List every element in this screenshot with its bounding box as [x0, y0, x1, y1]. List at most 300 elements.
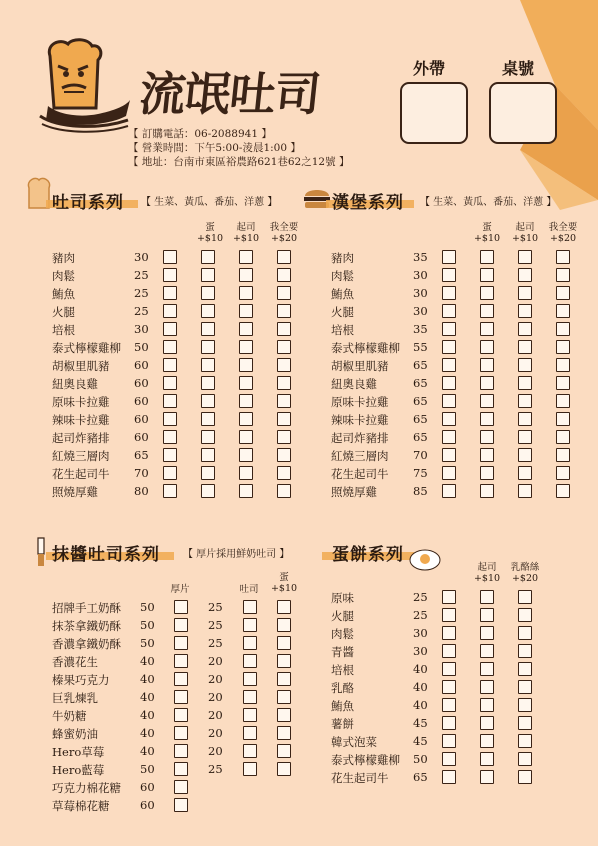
toast-checkbox[interactable] [243, 654, 257, 668]
egg-checkbox[interactable] [201, 358, 215, 372]
base-checkbox[interactable] [163, 430, 177, 444]
toast-menu-row [52, 446, 312, 464]
base-checkbox[interactable] [442, 626, 456, 640]
egg-checkbox[interactable] [277, 672, 291, 686]
table-number-box[interactable] [489, 82, 557, 144]
burger-item-price: 70 [413, 448, 428, 462]
spread-thick-price: 60 [140, 780, 155, 794]
toast-item-name: 起司炸豬排 [52, 431, 110, 445]
cheese-checkbox[interactable] [518, 466, 532, 480]
all-checkbox[interactable] [556, 268, 570, 282]
toast-item-name: 培根 [52, 323, 75, 337]
egg-checkbox[interactable] [277, 690, 291, 704]
cheese-checkbox[interactable] [239, 286, 253, 300]
all-checkbox[interactable] [277, 268, 291, 282]
egg-checkbox[interactable] [480, 286, 494, 300]
all-checkbox[interactable] [556, 286, 570, 300]
egg-checkbox[interactable] [201, 484, 215, 498]
burger-menu-row [331, 482, 591, 500]
toast-item-name: 泰式檸檬雞柳 [52, 341, 121, 355]
burger-item-price: 65 [413, 430, 428, 444]
spread-menu-row [52, 778, 312, 796]
spread-item-name: 蜂蜜奶油 [52, 727, 98, 741]
cheese-checkbox[interactable] [518, 376, 532, 390]
cheddar-checkbox[interactable] [518, 608, 532, 622]
cheddar-checkbox[interactable] [518, 680, 532, 694]
toast-menu-row [52, 428, 312, 446]
egg-col-cheddar-header: 乳酪絲 +$20 [510, 562, 540, 584]
egg-menu-row [331, 660, 591, 678]
cheese-checkbox[interactable] [518, 358, 532, 372]
egg-checkbox[interactable] [277, 762, 291, 776]
toast-checkbox[interactable] [243, 600, 257, 614]
business-hours: 【 營業時間：下午5:00-淩晨1:00 】 [128, 142, 301, 154]
egg-checkbox[interactable] [480, 340, 494, 354]
cheese-checkbox[interactable] [239, 430, 253, 444]
all-checkbox[interactable] [556, 448, 570, 462]
cheddar-checkbox[interactable] [518, 644, 532, 658]
fried-egg-icon [408, 546, 442, 572]
toast-checkbox[interactable] [243, 618, 257, 632]
toast-item-price: 65 [134, 448, 149, 462]
base-checkbox[interactable] [163, 466, 177, 480]
egg-section-title: 蛋餅系列 [332, 545, 404, 565]
toast-checkbox[interactable] [243, 636, 257, 650]
burger-col-cheese-header: 起司 +$10 [511, 222, 539, 244]
egg-checkbox[interactable] [201, 376, 215, 390]
toast-checkbox[interactable] [243, 708, 257, 722]
burger-item-name: 豬肉 [331, 251, 354, 265]
base-checkbox[interactable] [442, 268, 456, 282]
burger-item-name: 胡椒里肌豬 [331, 359, 389, 373]
spread-item-name: Hero藍莓 [52, 763, 105, 777]
all-checkbox[interactable] [556, 304, 570, 318]
egg-checkbox[interactable] [201, 394, 215, 408]
toast-col-cheese-header: 起司 +$10 [232, 222, 260, 244]
toast-item-name: 豬肉 [52, 251, 75, 265]
burger-menu-row [331, 338, 591, 356]
spread-thick-price: 40 [140, 726, 155, 740]
egg-checkbox[interactable] [480, 412, 494, 426]
egg-checkbox[interactable] [201, 250, 215, 264]
spread-toast-price: 20 [208, 744, 223, 758]
base-checkbox[interactable] [442, 304, 456, 318]
all-checkbox[interactable] [556, 340, 570, 354]
toast-item-price: 60 [134, 358, 149, 372]
burger-section-title: 漢堡系列 [332, 193, 404, 213]
egg-checkbox[interactable] [201, 340, 215, 354]
thick-checkbox[interactable] [174, 780, 188, 794]
all-checkbox[interactable] [556, 484, 570, 498]
egg-checkbox[interactable] [480, 448, 494, 462]
burger-item-name: 紐奧良雞 [331, 377, 377, 391]
egg-item-name: 薯餅 [331, 717, 354, 731]
burger-menu-row [331, 464, 591, 482]
spread-toast-price: 25 [208, 618, 223, 632]
cheese-checkbox[interactable] [518, 394, 532, 408]
burger-item-name: 肉鬆 [331, 269, 354, 283]
thick-checkbox[interactable] [174, 600, 188, 614]
base-checkbox[interactable] [442, 430, 456, 444]
burger-item-name: 火腿 [331, 305, 354, 319]
base-checkbox[interactable] [442, 770, 456, 784]
toast-item-price: 25 [134, 268, 149, 282]
base-checkbox[interactable] [442, 734, 456, 748]
all-checkbox[interactable] [277, 304, 291, 318]
table-label: 桌號 [502, 59, 535, 78]
cheese-checkbox[interactable] [480, 626, 494, 640]
burger-item-price: 75 [413, 466, 428, 480]
cheese-checkbox[interactable] [239, 466, 253, 480]
base-checkbox[interactable] [442, 412, 456, 426]
egg-checkbox[interactable] [480, 394, 494, 408]
egg-menu-row [331, 606, 591, 624]
burger-item-name: 起司炸豬排 [331, 431, 389, 445]
thick-checkbox[interactable] [174, 654, 188, 668]
burger-item-name: 辣味卡拉雞 [331, 413, 389, 427]
base-checkbox[interactable] [163, 340, 177, 354]
spread-menu-row [52, 598, 312, 616]
egg-checkbox[interactable] [277, 708, 291, 722]
toast-checkbox[interactable] [243, 744, 257, 758]
cheese-checkbox[interactable] [239, 412, 253, 426]
thick-checkbox[interactable] [174, 708, 188, 722]
base-checkbox[interactable] [442, 394, 456, 408]
egg-checkbox[interactable] [277, 618, 291, 632]
all-checkbox[interactable] [556, 394, 570, 408]
thick-checkbox[interactable] [174, 798, 188, 812]
spread-toast-price: 20 [208, 726, 223, 740]
base-checkbox[interactable] [163, 412, 177, 426]
cheddar-checkbox[interactable] [518, 716, 532, 730]
egg-menu-row [331, 624, 591, 642]
toast-section-note: 【 生菜、黃瓜、番茄、洋蔥 】 [141, 197, 278, 208]
cheese-checkbox[interactable] [518, 412, 532, 426]
cheese-checkbox[interactable] [239, 250, 253, 264]
base-checkbox[interactable] [442, 322, 456, 336]
all-checkbox[interactable] [277, 466, 291, 480]
spread-menu-row [52, 652, 312, 670]
cheese-checkbox[interactable] [480, 716, 494, 730]
egg-item-name: 花生起司牛 [331, 771, 389, 785]
egg-menu-row [331, 714, 591, 732]
all-checkbox[interactable] [556, 376, 570, 390]
toast-menu-row [52, 356, 312, 374]
base-checkbox[interactable] [442, 484, 456, 498]
burger-menu-row [331, 446, 591, 464]
all-checkbox[interactable] [277, 358, 291, 372]
cheese-checkbox[interactable] [518, 322, 532, 336]
all-checkbox[interactable] [556, 250, 570, 264]
all-checkbox[interactable] [556, 322, 570, 336]
cheese-checkbox[interactable] [239, 394, 253, 408]
egg-item-price: 30 [413, 644, 428, 658]
spread-item-name: 榛果巧克力 [52, 673, 110, 687]
spread-toast-price: 25 [208, 600, 223, 614]
toast-checkbox[interactable] [243, 726, 257, 740]
address: 【 地址：台南市東區裕農路621巷62之12號 】 [128, 156, 350, 168]
thick-checkbox[interactable] [174, 618, 188, 632]
burger-item-price: 30 [413, 268, 428, 282]
egg-checkbox[interactable] [277, 654, 291, 668]
toast-item-price: 80 [134, 484, 149, 498]
egg-checkbox[interactable] [480, 358, 494, 372]
thick-checkbox[interactable] [174, 636, 188, 650]
base-checkbox[interactable] [442, 608, 456, 622]
thick-checkbox[interactable] [174, 762, 188, 776]
cheddar-checkbox[interactable] [518, 626, 532, 640]
egg-checkbox[interactable] [480, 466, 494, 480]
toast-menu-row [52, 302, 312, 320]
all-checkbox[interactable] [277, 250, 291, 264]
egg-checkbox[interactable] [277, 726, 291, 740]
base-checkbox[interactable] [442, 752, 456, 766]
egg-checkbox[interactable] [277, 636, 291, 650]
toast-item-price: 70 [134, 466, 149, 480]
cheese-checkbox[interactable] [518, 268, 532, 282]
cheddar-checkbox[interactable] [518, 770, 532, 784]
all-checkbox[interactable] [556, 412, 570, 426]
toast-item-name: 鮪魚 [52, 287, 75, 301]
all-checkbox[interactable] [556, 466, 570, 480]
burger-item-price: 35 [413, 322, 428, 336]
spread-thick-price: 50 [140, 762, 155, 776]
cheese-checkbox[interactable] [239, 484, 253, 498]
thick-checkbox[interactable] [174, 726, 188, 740]
egg-item-price: 30 [413, 626, 428, 640]
cheddar-checkbox[interactable] [518, 662, 532, 676]
egg-item-name: 青醬 [331, 645, 354, 659]
burger-item-price: 65 [413, 412, 428, 426]
spread-col-thick-header: 厚片 [170, 584, 190, 595]
egg-checkbox[interactable] [201, 304, 215, 318]
base-checkbox[interactable] [442, 286, 456, 300]
spread-toast-price: 25 [208, 636, 223, 650]
cheddar-checkbox[interactable] [518, 734, 532, 748]
spread-toast-price: 20 [208, 654, 223, 668]
toast-item-price: 25 [134, 286, 149, 300]
egg-checkbox[interactable] [201, 466, 215, 480]
burger-menu-row [331, 266, 591, 284]
cheddar-checkbox[interactable] [518, 752, 532, 766]
burger-item-price: 55 [413, 340, 428, 354]
egg-checkbox[interactable] [480, 376, 494, 390]
burger-item-name: 花生起司牛 [331, 467, 389, 481]
base-checkbox[interactable] [163, 376, 177, 390]
egg-checkbox[interactable] [277, 600, 291, 614]
cheese-checkbox[interactable] [239, 322, 253, 336]
toast-item-price: 25 [134, 304, 149, 318]
burger-col-all-header: 我全要 +$20 [548, 222, 578, 244]
base-checkbox[interactable] [163, 304, 177, 318]
egg-item-price: 65 [413, 770, 428, 784]
base-checkbox[interactable] [163, 484, 177, 498]
spread-menu-row [52, 706, 312, 724]
burger-menu-row [331, 374, 591, 392]
spread-item-name: 抹茶拿鐵奶酥 [52, 619, 121, 633]
brand-name: 流氓吐司 [136, 67, 323, 121]
base-checkbox[interactable] [163, 268, 177, 282]
base-checkbox[interactable] [163, 286, 177, 300]
cheese-checkbox[interactable] [480, 698, 494, 712]
base-checkbox[interactable] [442, 250, 456, 264]
toast-item-price: 30 [134, 250, 149, 264]
thick-checkbox[interactable] [174, 744, 188, 758]
egg-checkbox[interactable] [480, 304, 494, 318]
spread-toast-price: 25 [208, 762, 223, 776]
spread-thick-price: 40 [140, 672, 155, 686]
burger-item-price: 65 [413, 358, 428, 372]
cheese-checkbox[interactable] [518, 250, 532, 264]
burger-menu-row [331, 356, 591, 374]
burger-item-name: 鮪魚 [331, 287, 354, 301]
base-checkbox[interactable] [442, 376, 456, 390]
egg-checkbox[interactable] [480, 430, 494, 444]
toast-item-name: 花生起司牛 [52, 467, 110, 481]
cheese-checkbox[interactable] [239, 448, 253, 462]
all-checkbox[interactable] [556, 358, 570, 372]
spread-item-name: 招牌手工奶酥 [52, 601, 121, 615]
egg-item-name: 培根 [331, 663, 354, 677]
all-checkbox[interactable] [277, 430, 291, 444]
egg-checkbox[interactable] [480, 484, 494, 498]
base-checkbox[interactable] [442, 358, 456, 372]
order-phone: 【 訂購電話：06-2088941 】 [128, 128, 272, 140]
egg-item-name: 韓式泡菜 [331, 735, 377, 749]
cheese-checkbox[interactable] [239, 340, 253, 354]
egg-checkbox[interactable] [480, 268, 494, 282]
cheese-checkbox[interactable] [239, 376, 253, 390]
spread-thick-price: 40 [140, 708, 155, 722]
spread-menu-row [52, 760, 312, 778]
burger-item-name: 紅燒三層肉 [331, 449, 389, 463]
cheese-checkbox[interactable] [518, 286, 532, 300]
toast-menu-row [52, 482, 312, 500]
spread-item-name: 巨乳煉乳 [52, 691, 98, 705]
base-checkbox[interactable] [442, 590, 456, 604]
spread-col-toast-header: 吐司 [239, 584, 259, 595]
base-checkbox[interactable] [442, 716, 456, 730]
egg-menu-row [331, 732, 591, 750]
cheese-checkbox[interactable] [518, 340, 532, 354]
spread-menu-row [52, 616, 312, 634]
cheese-checkbox[interactable] [518, 448, 532, 462]
egg-checkbox[interactable] [277, 744, 291, 758]
toast-item-name: 照燒厚雞 [52, 485, 98, 499]
all-checkbox[interactable] [277, 448, 291, 462]
cheese-checkbox[interactable] [480, 608, 494, 622]
cheese-checkbox[interactable] [480, 662, 494, 676]
egg-item-price: 25 [413, 590, 428, 604]
base-checkbox[interactable] [163, 448, 177, 462]
all-checkbox[interactable] [556, 430, 570, 444]
toast-item-price: 60 [134, 430, 149, 444]
cheese-checkbox[interactable] [518, 304, 532, 318]
all-checkbox[interactable] [277, 322, 291, 336]
base-checkbox[interactable] [442, 448, 456, 462]
cheese-checkbox[interactable] [239, 304, 253, 318]
spread-thick-price: 50 [140, 618, 155, 632]
egg-checkbox[interactable] [201, 412, 215, 426]
spread-menu-row [52, 796, 312, 814]
all-checkbox[interactable] [277, 484, 291, 498]
cheese-checkbox[interactable] [518, 430, 532, 444]
base-checkbox[interactable] [442, 340, 456, 354]
cheese-checkbox[interactable] [518, 484, 532, 498]
burger-menu-row [331, 302, 591, 320]
toast-menu-row [52, 392, 312, 410]
cheese-checkbox[interactable] [239, 268, 253, 282]
burger-item-price: 30 [413, 304, 428, 318]
toast-item-price: 60 [134, 394, 149, 408]
all-checkbox[interactable] [277, 286, 291, 300]
egg-item-name: 泰式檸檬雞柳 [331, 753, 400, 767]
spread-thick-price: 50 [140, 636, 155, 650]
egg-checkbox[interactable] [480, 322, 494, 336]
base-checkbox[interactable] [442, 698, 456, 712]
egg-checkbox[interactable] [201, 322, 215, 336]
base-checkbox[interactable] [163, 250, 177, 264]
all-checkbox[interactable] [277, 412, 291, 426]
spread-menu-row [52, 688, 312, 706]
base-checkbox[interactable] [163, 358, 177, 372]
toast-item-name: 胡椒里肌豬 [52, 359, 110, 373]
all-checkbox[interactable] [277, 340, 291, 354]
base-checkbox[interactable] [442, 466, 456, 480]
burger-item-price: 65 [413, 394, 428, 408]
spread-menu-row [52, 724, 312, 742]
egg-checkbox[interactable] [201, 286, 215, 300]
burger-menu-row [331, 392, 591, 410]
toast-checkbox[interactable] [243, 762, 257, 776]
spread-toast-price: 20 [208, 708, 223, 722]
toast-menu-row [52, 464, 312, 482]
cheese-checkbox[interactable] [480, 680, 494, 694]
all-checkbox[interactable] [277, 376, 291, 390]
cheese-checkbox[interactable] [239, 358, 253, 372]
cheese-checkbox[interactable] [480, 752, 494, 766]
spread-thick-price: 60 [140, 798, 155, 812]
toast-item-name: 原味卡拉雞 [52, 395, 110, 409]
toast-checkbox[interactable] [243, 690, 257, 704]
thick-checkbox[interactable] [174, 672, 188, 686]
egg-item-price: 25 [413, 608, 428, 622]
base-checkbox[interactable] [442, 680, 456, 694]
egg-checkbox[interactable] [480, 250, 494, 264]
egg-checkbox[interactable] [201, 430, 215, 444]
all-checkbox[interactable] [277, 394, 291, 408]
cheese-checkbox[interactable] [480, 644, 494, 658]
cheese-checkbox[interactable] [480, 770, 494, 784]
egg-menu-row [331, 750, 591, 768]
thick-checkbox[interactable] [174, 690, 188, 704]
base-checkbox[interactable] [442, 644, 456, 658]
burger-menu-row [331, 320, 591, 338]
base-checkbox[interactable] [163, 322, 177, 336]
cheddar-checkbox[interactable] [518, 590, 532, 604]
egg-checkbox[interactable] [201, 448, 215, 462]
egg-col-cheese-header: 起司 +$10 [473, 562, 501, 584]
cheese-checkbox[interactable] [480, 734, 494, 748]
egg-checkbox[interactable] [201, 268, 215, 282]
takeout-box[interactable] [400, 82, 468, 144]
toast-checkbox[interactable] [243, 672, 257, 686]
spread-thick-price: 40 [140, 744, 155, 758]
cheese-checkbox[interactable] [480, 590, 494, 604]
base-checkbox[interactable] [442, 662, 456, 676]
base-checkbox[interactable] [163, 394, 177, 408]
cheddar-checkbox[interactable] [518, 698, 532, 712]
